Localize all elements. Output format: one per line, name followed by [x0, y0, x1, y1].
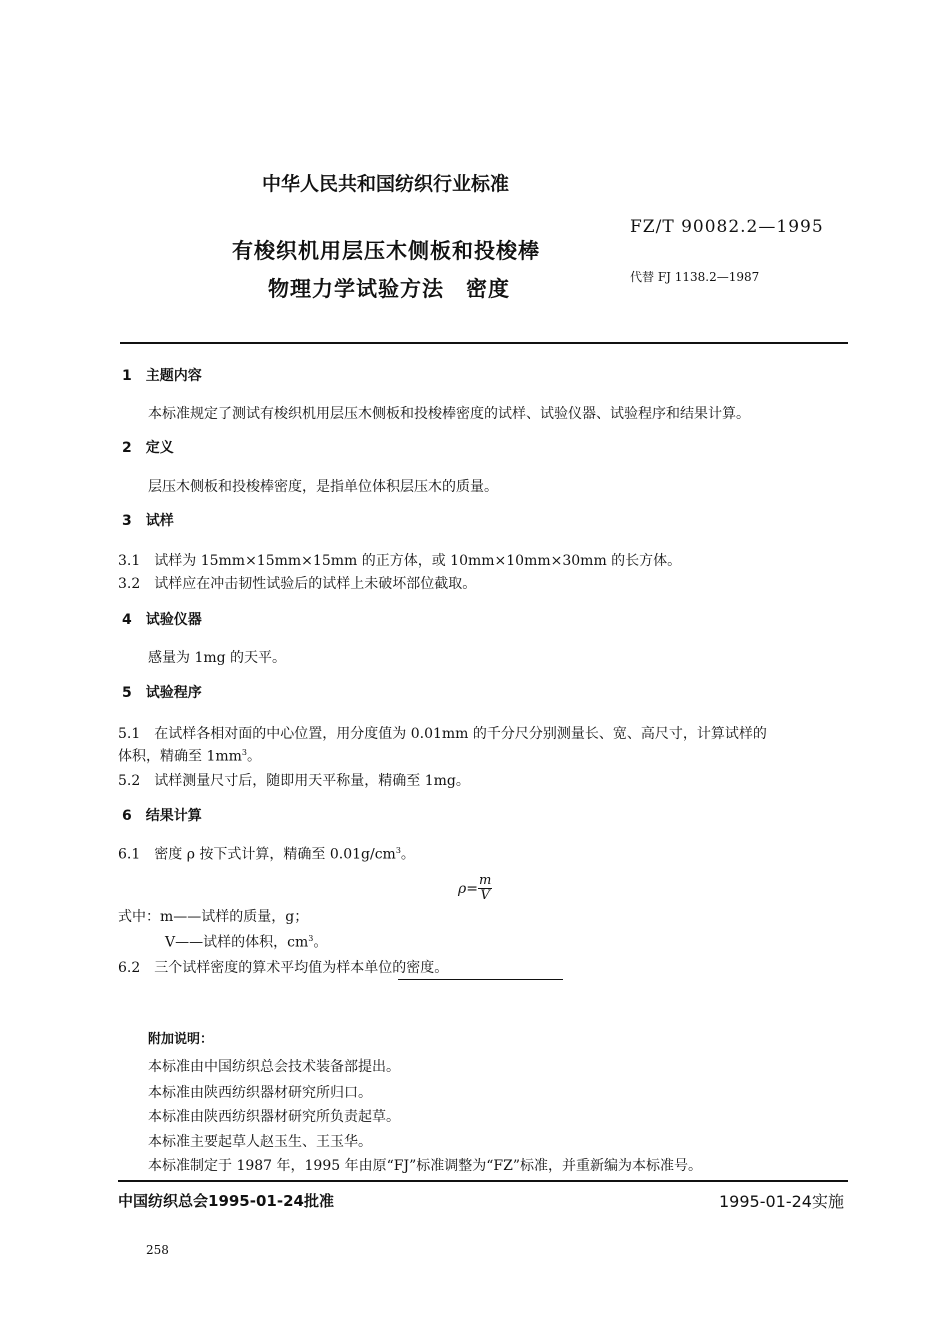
note-line: 本标准由中国纺织总会技术装备部提出。 [148, 1059, 400, 1075]
title-line2: 物理力学试验方法 密度 [268, 277, 510, 301]
section-3-1: 3.1 试样为 15mm×15mm×15mm 的正方体，或 10mm×10mm×30mm 的长方体。 [118, 553, 682, 569]
section-2-title: 2 定义 [122, 440, 174, 456]
section-5-1-line1: 5.1 在试样各相对面的中心位置，用分度值为 0.01mm 的千分尺分别测量长、宽、高尺寸，计算试样的 [118, 726, 767, 742]
text: 体积，精确至 1mm [118, 748, 242, 765]
section-6-title: 6 结果计算 [122, 808, 202, 824]
text: 6.1 密度 ρ 按下式计算，精确至 0.01g/cm [118, 846, 396, 863]
approval-date: 中国纺织总会1995-01-24批准 [118, 1192, 334, 1210]
text: 。 [400, 846, 415, 863]
section-5-1-line2 [118, 749, 261, 764]
section-6-1 [118, 847, 415, 862]
density-formula [458, 874, 492, 904]
where-v [165, 935, 327, 950]
note-line: 本标准由陕西纺织器材研究所归口。 [148, 1085, 372, 1101]
formula-lhs: ρ= [458, 880, 478, 897]
numerator: m [478, 873, 492, 888]
fraction [478, 874, 492, 904]
effective-date: 1995-01-24实施 [719, 1192, 844, 1211]
page-number: 258 [146, 1243, 169, 1257]
standard-code: FZ/T 90082.2—1995 [630, 217, 824, 237]
section-3-title: 3 试样 [122, 513, 174, 529]
text: 。 [313, 934, 328, 951]
note-line: 本标准制定于 1987 年，1995 年由原“FJ”标准调整为“FZ”标准，并重新编为本标准号。 [148, 1158, 703, 1174]
section-6-2: 6.2 三个试样密度的算术平均值为样本单位的密度。 [118, 960, 449, 976]
end-divider [398, 979, 563, 980]
section-5-title: 5 试验程序 [122, 685, 202, 701]
section-4-body: 感量为 1mg 的天平。 [148, 650, 287, 666]
header-divider [120, 342, 848, 344]
text: 。 [247, 748, 262, 765]
footer-divider [118, 1180, 848, 1182]
title-line1: 有梭织机用层压木侧板和投梭棒 [232, 239, 540, 263]
section-5-2: 5.2 试样测量尺寸后，随即用天平称量，精确至 1mg。 [118, 773, 470, 789]
section-2-body: 层压木侧板和投梭棒密度，是指单位体积层压木的质量。 [148, 479, 498, 495]
superscript: 3 [395, 846, 401, 855]
superscript: 3 [308, 934, 314, 943]
text: V——试样的体积，cm [165, 934, 309, 951]
section-3-2: 3.2 试样应在冲击韧性试验后的试样上未破坏部位截取。 [118, 576, 477, 592]
note-line: 本标准主要起草人赵玉生、王玉华。 [148, 1134, 372, 1150]
section-1-body: 本标准规定了测试有梭织机用层压木侧板和投梭棒密度的试样、试验仪器、试验程序和结果计算。 [148, 406, 750, 422]
section-1-title: 1 主题内容 [122, 368, 202, 384]
replaces-note: 代替 FJ 1138.2—1987 [630, 270, 760, 284]
denominator: V [480, 888, 490, 904]
notes-title: 附加说明： [148, 1032, 214, 1047]
note-line: 本标准由陕西纺织器材研究所负责起草。 [148, 1109, 400, 1125]
superscript: 3 [241, 748, 248, 757]
section-4-title: 4 试验仪器 [122, 612, 202, 628]
where-m: 式中：m——试样的质量，g； [118, 909, 309, 925]
org-standard-heading: 中华人民共和国纺织行业标准 [262, 173, 510, 195]
